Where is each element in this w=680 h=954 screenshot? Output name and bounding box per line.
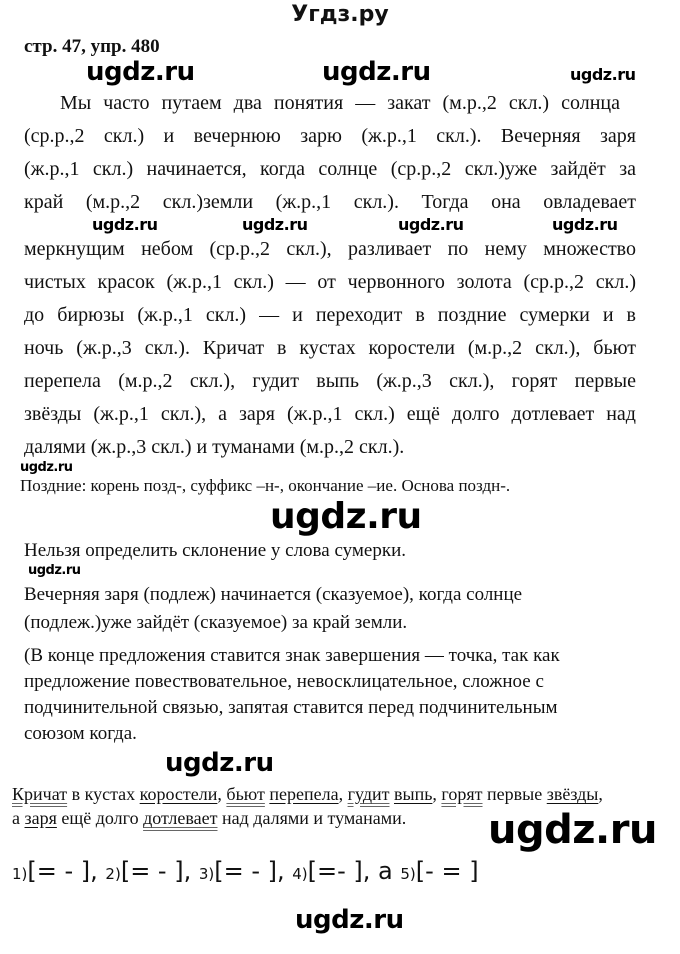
watermark: ugdz.ru	[28, 563, 81, 578]
scheme-number: 4)	[292, 865, 308, 883]
text-line: ночь (ж.р.,3 скл.). Кричат в кустах коростели (м.р.,2 скл.), бьют	[24, 337, 636, 359]
text-line: подчинительной связью, запятая ставится перед подчинительным	[24, 697, 558, 718]
watermark: ugdz.ru	[488, 807, 657, 853]
subject: коростели	[139, 784, 218, 804]
watermark: ugdz.ru	[398, 215, 464, 234]
watermark: ugdz.ru	[270, 496, 422, 537]
predicate: Кричат	[12, 784, 68, 804]
watermark: ugdz.ru	[92, 215, 158, 234]
text-line	[12, 808, 406, 828]
subject: выпь	[393, 784, 433, 804]
scheme-number: 2)	[105, 865, 121, 883]
text-line: предложение повествовательное, невосклицательное, сложное с	[24, 671, 544, 692]
watermark: ugdz.ru	[570, 65, 636, 84]
text: ещё долго	[56, 808, 144, 828]
sentence-parse	[24, 581, 522, 637]
predicate: дотлевает	[143, 808, 218, 828]
watermark: ugdz.ru	[20, 460, 73, 475]
watermark: ugdz.ru	[322, 57, 431, 87]
text-line: (ж.р.,1 скл.) начинается, когда солнце (ср.р.,2 скл.)уже зайдёт за	[24, 158, 636, 180]
text: ,	[432, 784, 442, 804]
text-line: (ср.р.,2 скл.) и вечернюю зарю (ж.р.,1 скл.). Вечерняя заря	[24, 125, 636, 147]
text-line: Мы часто путаем два понятия — закат (м.р.,2 скл.) солнца	[60, 92, 620, 114]
text: ,	[217, 784, 227, 804]
subject: звёзды	[546, 784, 599, 804]
text-line	[12, 784, 603, 804]
scheme: [= - ],	[120, 857, 199, 885]
declension-note: Нельзя определить склонение у слова сумерки.	[24, 540, 406, 561]
scheme: [- = ]	[415, 857, 479, 885]
exercise-heading: стр. 47, упр. 480	[24, 36, 160, 57]
scheme: [= - ],	[27, 857, 106, 885]
text-line: перепела (м.р.,2 скл.), гудит выпь (ж.р.,3 скл.), горят первые	[24, 370, 636, 392]
scheme-number: 1)	[12, 865, 28, 883]
scheme: [= - ],	[214, 857, 293, 885]
sentence-schemes	[12, 856, 479, 889]
subject: перепела	[269, 784, 339, 804]
morpheme-analysis: Поздние: корень позд-, суффикс –н-, окончание –ие. Основа поздн-.	[20, 476, 511, 495]
text-line: (подлеж.)уже зайдёт (сказуемое) за край земли.	[24, 612, 408, 633]
watermark: ugdz.ru	[86, 57, 195, 87]
watermark: ugdz.ru	[242, 215, 308, 234]
underlined-sentence	[12, 782, 603, 830]
subject: заря	[24, 808, 57, 828]
text-line: далями (ж.р.,3 скл.) и туманами (м.р.,2 скл.).	[24, 436, 405, 458]
scheme-number: 5)	[400, 865, 416, 883]
scheme-number: 3)	[198, 865, 215, 883]
text-line: Вечерняя заря (подлеж) начинается (сказуемое), когда солнце	[24, 584, 523, 605]
predicate: бьют	[226, 784, 265, 804]
text: а	[12, 808, 25, 828]
text-line: (В конце предложения ставится знак завершения — точка, так как	[24, 645, 560, 666]
scheme: [=- ], а	[307, 857, 401, 885]
watermark: ugdz.ru	[295, 905, 404, 935]
text-line: меркнущим небом (ср.р.,2 скл.), разливает по нему множество	[24, 238, 636, 260]
text-line: край (м.р.,2 скл.)земли (ж.р.,1 скл.). Тогда она овладевает	[24, 191, 636, 213]
predicate: гудит	[347, 784, 390, 804]
text-line: до бирюзы (ж.р.,1 скл.) — и переходит в поздние сумерки и в	[24, 304, 636, 326]
text: первые	[482, 784, 547, 804]
watermark: ugdz.ru	[165, 748, 274, 778]
text: ,	[598, 784, 603, 804]
text: ,	[338, 784, 348, 804]
punctuation-explanation	[24, 643, 560, 747]
text: в кустах	[67, 784, 140, 804]
text-line: чистых красок (ж.р.,1 скл.) — от червонного золота (ср.р.,2 скл.)	[24, 271, 636, 293]
text-line: звёзды (ж.р.,1 скл.), а заря (ж.р.,1 скл.) ещё долго дотлевает над	[24, 403, 636, 425]
site-title: Угдз.ру	[291, 2, 389, 27]
text: над далями и туманами.	[217, 808, 407, 828]
text-line: союзом когда.	[24, 723, 137, 744]
watermark: ugdz.ru	[552, 215, 618, 234]
predicate: горят	[441, 784, 483, 804]
